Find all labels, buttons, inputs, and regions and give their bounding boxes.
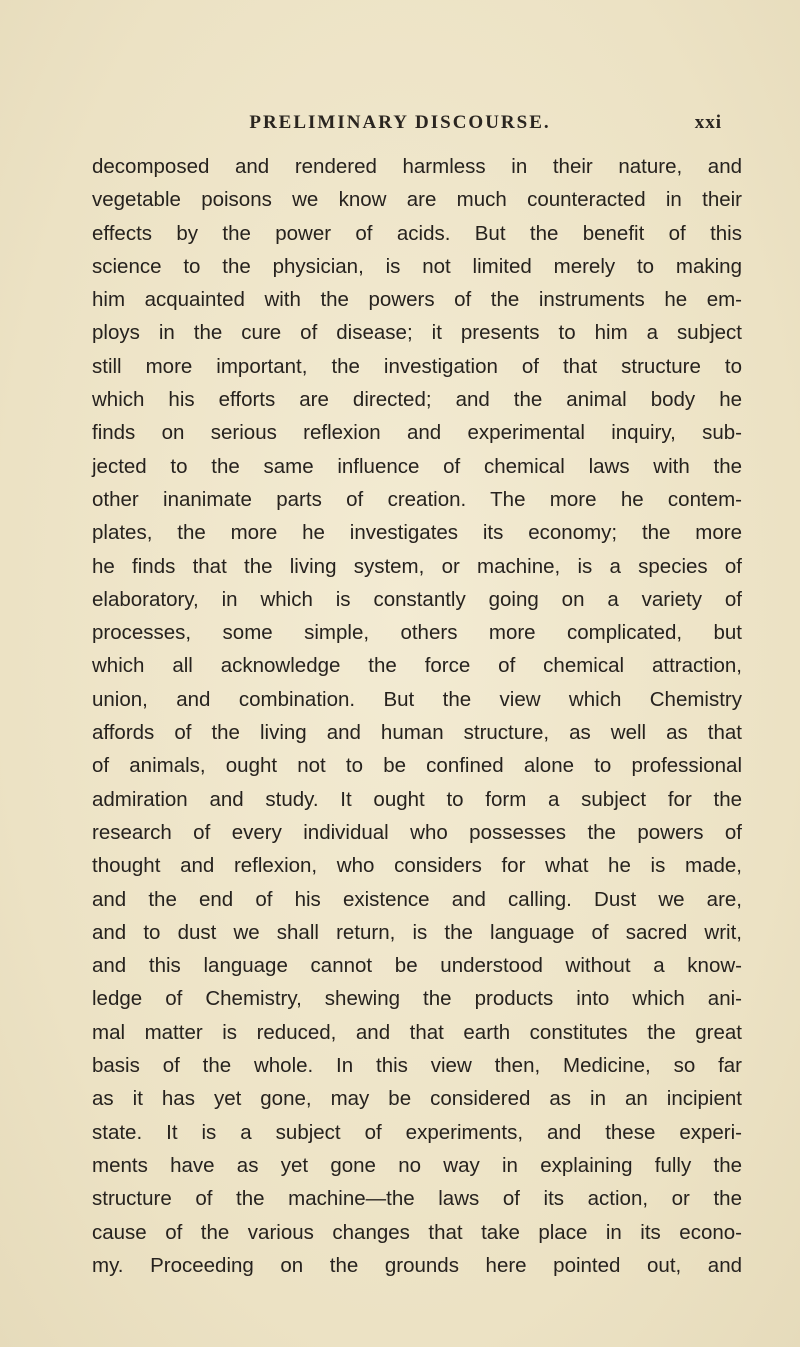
- text-line: which his efforts are directed; and the animal body he: [92, 388, 742, 412]
- text-line: union, and combination. But the view which Chemistry: [92, 687, 742, 711]
- text-line: processes, some simple, others more complicated, but: [92, 621, 742, 645]
- text-line: ments have as yet gone no way in explaining fully the: [92, 1153, 742, 1177]
- text-line: science to the physician, is not limited merely to making: [92, 254, 742, 278]
- text-line: mal matter is reduced, and that earth constitutes the great: [92, 1020, 742, 1044]
- text-line: of animals, ought not to be confined alone to professional: [92, 754, 742, 778]
- text-line: him acquainted with the powers of the instruments he em-: [92, 288, 742, 312]
- text-line: admiration and study. It ought to form a subject for the: [92, 787, 742, 811]
- text-line: he finds that the living system, or machine, is a species of: [92, 554, 742, 578]
- text-line: research of every individual who possesses the powers of: [92, 820, 742, 844]
- text-line: my. Proceeding on the grounds here pointed out, and: [92, 1253, 742, 1277]
- text-line: thought and reflexion, who considers for what he is made,: [92, 854, 742, 878]
- text-line: basis of the whole. In this view then, Medicine, so far: [92, 1054, 742, 1078]
- body-text: [92, 150, 742, 1282]
- text-line: plates, the more he investigates its economy; the more: [92, 521, 742, 545]
- text-line: ledge of Chemistry, shewing the products into which ani-: [92, 987, 742, 1011]
- text-line: and the end of his existence and calling. Dust we are,: [92, 887, 742, 911]
- text-line: jected to the same influence of chemical laws with the: [92, 454, 742, 478]
- text-line: vegetable poisons we know are much counteracted in their: [92, 188, 742, 212]
- text-line: structure of the machine—the laws of its action, or the: [92, 1187, 742, 1211]
- text-line: and this language cannot be understood without a know-: [92, 954, 742, 978]
- text-line: cause of the various changes that take place in its econo-: [92, 1220, 742, 1244]
- text-line: as it has yet gone, may be considered as in an incipient: [92, 1087, 742, 1111]
- text-line: state. It is a subject of experiments, and these experi-: [92, 1120, 742, 1144]
- text-line: still more important, the investigation of that structure to: [92, 354, 742, 378]
- text-line: affords of the living and human structure, as well as that: [92, 721, 742, 745]
- text-line: finds on serious reflexion and experimental inquiry, sub-: [92, 421, 742, 445]
- text-line: other inanimate parts of creation. The more he contem-: [92, 487, 742, 511]
- text-line: effects by the power of acids. But the benefit of this: [92, 221, 742, 245]
- page-header: [60, 112, 740, 142]
- text-line: decomposed and rendered harmless in their nature, and: [92, 155, 742, 178]
- page-number: xxi: [694, 112, 722, 133]
- text-line: which all acknowledge the force of chemical attraction,: [92, 654, 742, 678]
- text-line: ploys in the cure of disease; it presents to him a subject: [92, 321, 742, 345]
- running-head: PRELIMINARY DISCOURSE.: [249, 112, 551, 133]
- text-line: elaboratory, in which is constantly going on a variety of: [92, 587, 742, 611]
- text-line: and to dust we shall return, is the language of sacred writ,: [92, 920, 742, 944]
